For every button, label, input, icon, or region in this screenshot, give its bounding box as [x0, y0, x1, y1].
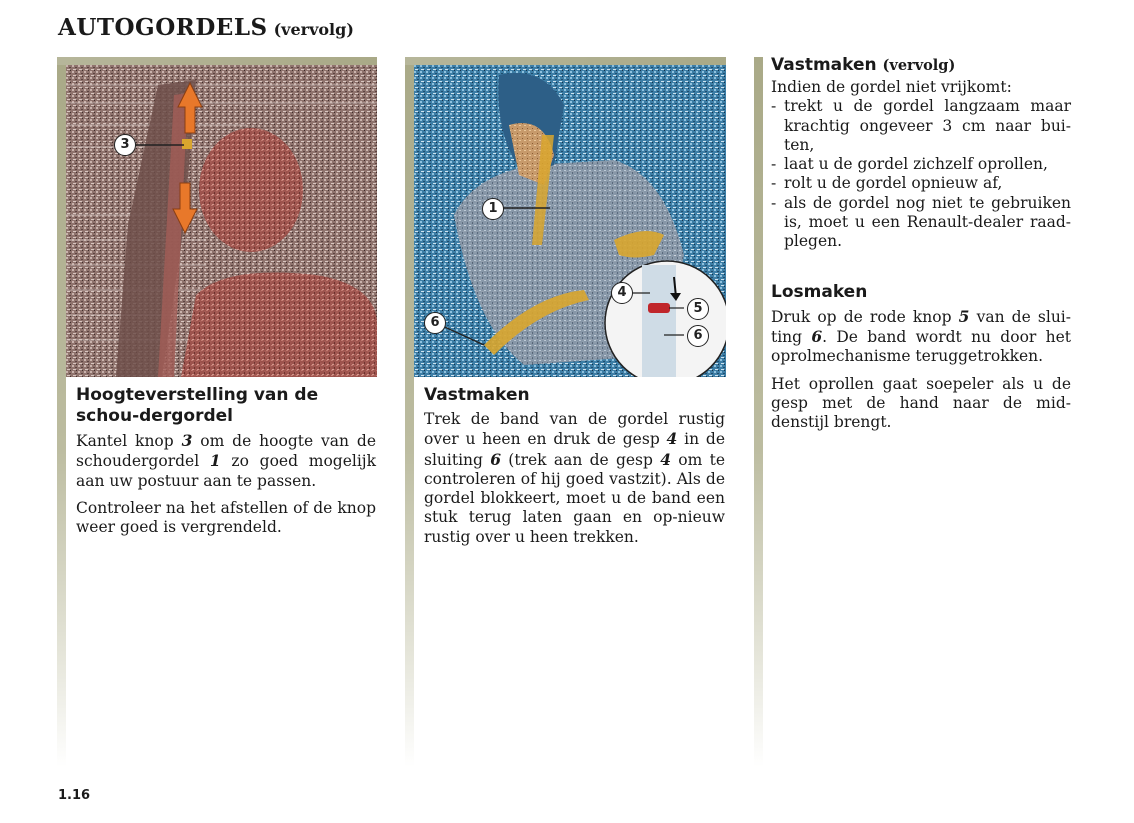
heading-main: Vastmaken — [771, 55, 877, 75]
illustration-fastening-drawing — [414, 65, 726, 377]
text-run: (trek aan de gesp — [501, 450, 661, 469]
paragraph-unfastening — [771, 307, 1071, 367]
instruction-list — [771, 97, 1071, 251]
ref-number: 4 — [660, 449, 672, 469]
text-run: Trek de band van de gordel rustig over u heen en druk de gesp — [424, 410, 725, 449]
section-fastening-continued — [771, 55, 1071, 432]
paragraph-check-lock: Controleer na het afstellen of de knop weer goed is vergrendeld. — [76, 498, 376, 537]
page-title-subtitle: (vervolg) — [273, 20, 354, 39]
callout-1: 1 — [482, 198, 504, 220]
text-run: zo goed mogelijk aan uw postuur aan te passen. — [76, 452, 376, 490]
column-top-rule-left — [57, 57, 377, 65]
callout-5: 5 — [687, 298, 709, 320]
heading-fastening-continued — [771, 55, 1071, 76]
list-item: - als de gordel nog niet te gebruiken is, moet u een Renault-dealer raad-plegen. — [771, 194, 1071, 252]
paragraph-fastening — [424, 410, 725, 547]
ref-number: 5 — [958, 306, 970, 326]
illustration-fastening-belt — [414, 65, 726, 377]
column-bar-middle — [405, 57, 414, 767]
callout-3: 3 — [114, 134, 136, 156]
heading-fastening: Vastmaken — [424, 385, 530, 405]
ref-number: 6 — [811, 326, 823, 346]
column-top-rule-middle — [405, 57, 726, 65]
text-run: . De band wordt nu door het oprolmechanisme teruggetrokken. — [771, 327, 1071, 366]
callout-6-inset: 6 — [687, 325, 709, 347]
section-height-adjustment — [76, 385, 376, 537]
text-run: Kantel knop — [76, 432, 182, 450]
ref-number: 6 — [490, 449, 502, 469]
ref-number: 1 — [209, 451, 221, 471]
page-title-main: AUTOGORDELS — [58, 14, 268, 41]
callout-4: 4 — [611, 282, 633, 304]
illustration-belt-height-drawing — [66, 65, 377, 377]
page-number: 1.16 — [58, 788, 91, 803]
list-item: - laat u de gordel zichzelf oprollen, — [771, 155, 1071, 174]
callout-6: 6 — [424, 312, 446, 334]
ref-number: 4 — [666, 429, 678, 449]
text-run: in de sluiting — [424, 430, 725, 469]
text-run: om te controleren of hij goed vastzit). Als de gordel blokkeert, moet u de band een stuk terug laten gaan en op-nieuw rustig over u heen trekken. — [424, 450, 726, 546]
text-run: Druk op de rode knop — [771, 307, 959, 326]
list-item: - rolt u de gordel opnieuw af, — [771, 174, 1071, 193]
heading-unfastening: Losmaken — [771, 281, 868, 302]
text-run: van de slui-ting — [771, 307, 1071, 346]
illustration-belt-height-adjuster — [66, 65, 377, 377]
list-item: - trekt u de gordel langzaam maar krachtig ongeveer 3 cm naar bui-ten, — [771, 97, 1071, 155]
column-bar-left — [57, 57, 66, 767]
ref-number: 3 — [181, 431, 193, 450]
text-run: om de hoogte van de schoudergordel — [76, 432, 376, 471]
paragraph-height-adjustment — [76, 431, 376, 491]
heading-sub: (vervolg) — [882, 57, 956, 74]
page-title — [58, 14, 354, 41]
section-fastening — [424, 385, 725, 547]
column-bar-right — [754, 57, 763, 767]
paragraph-retract-tip: Het oprollen gaat soepeler als u de gesp met de hand naar de mid-denstijl brengt. — [771, 374, 1071, 432]
heading-height-adjustment: Hoogteverstelling van de schou-dergordel — [76, 385, 319, 426]
paragraph-intro: Indien de gordel niet vrijkomt: — [771, 78, 1012, 96]
